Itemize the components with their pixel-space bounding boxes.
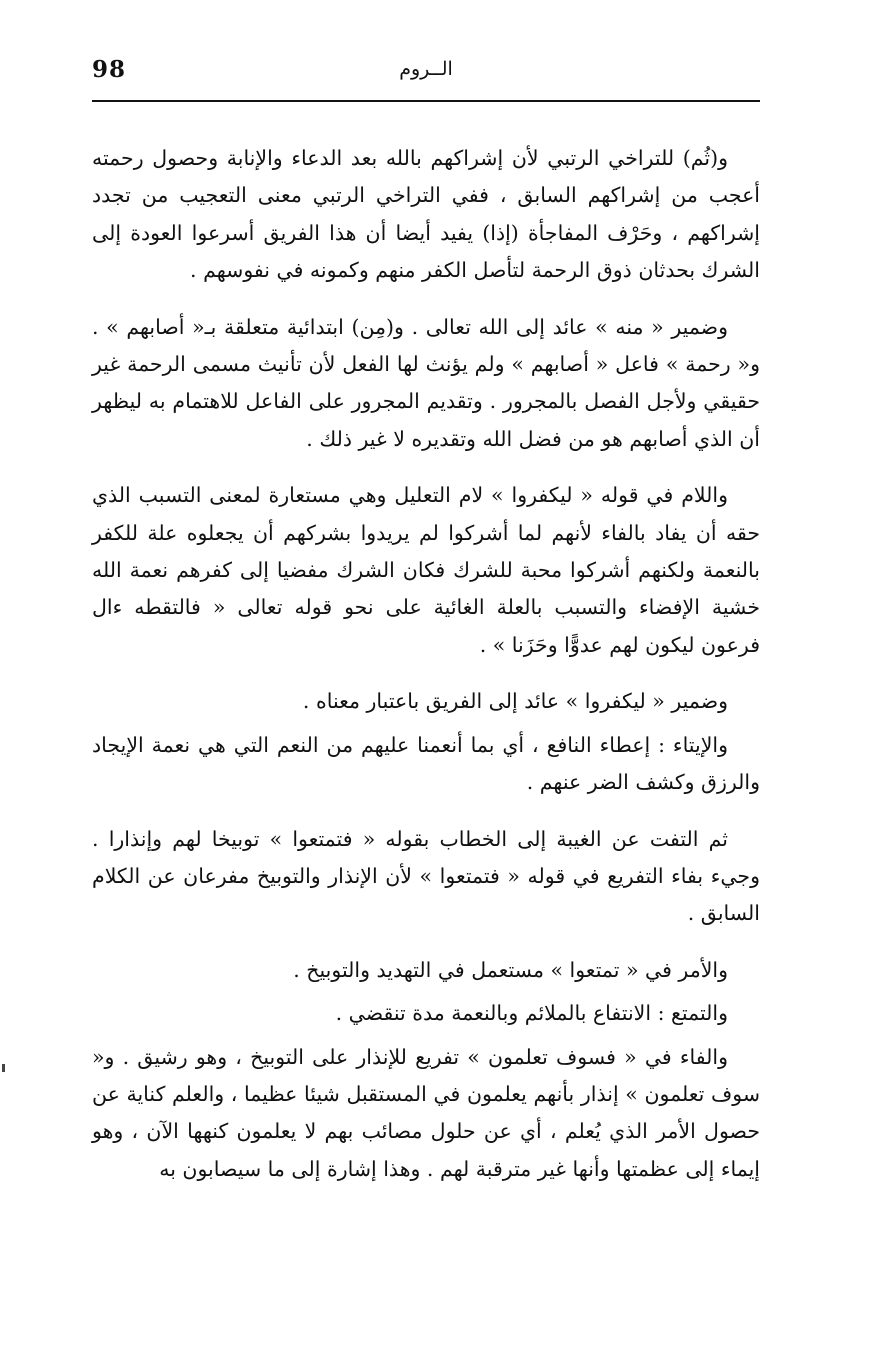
header-rule bbox=[92, 100, 760, 102]
page-header bbox=[92, 52, 760, 98]
paragraph: وضمير « منه » عائد إلى الله تعالى . و(مِن) ابتدائية متعلقة بـ« أصابهم » . و« رحمة » فاعل « أصابهم » ولم يؤنث لها الفعل لأن تأنيث مسمى الرحمة غير حقيقي ولأجل الفصل بالمجرور . وتقديم المجرور على الفاعل للاهتمام به ليظهر أن الذي أصابهم هو من فضل الله وتقديره لا غير ذلك . bbox=[92, 314, 760, 451]
paragraph: والأمر في « تمتعوا » مستعمل في التهديد والتوبيخ . bbox=[293, 957, 728, 982]
page-number: 98 bbox=[92, 56, 127, 83]
paragraph: و(ثُم) للتراخي الرتبي لأن إشراكهم بالله بعد الدعاء والإنابة وحصول رحمته أعجب من إشراكهم السابق ، ففي التراخي الرتبي معنى التعجيب من تجدد إشراكهم ، وحَرْف المفاجأة (إذا) يفيد أيضا أن هذا الفريق أسرعوا العودة إلى الشرك بحدثان ذوق الرحمة لتأصل الكفر منهم وكمونه في نفوسهم . bbox=[92, 146, 760, 283]
body-text bbox=[92, 140, 760, 1188]
paragraph: ثم التفت عن الغيبة إلى الخطاب بقوله « فتمتعوا » توبيخا لهم وإنذارا . وجيء بفاء التفريع في قوله « فتمتعوا » لأن الإنذار والتوبيخ مفرعان عن الكلام السابق . bbox=[92, 826, 760, 926]
paragraph: والإيتاء : إعطاء النافع ، أي بما أنعمنا عليهم من النعم التي هي نعمة الإيجاد والرزق وكشف الضر عنهم . bbox=[92, 732, 760, 795]
paragraph: والتمتع : الانتفاع بالملائم وبالنعمة مدة تنقضي . bbox=[335, 1001, 728, 1026]
paragraph: والفاء في « فسوف تعلمون » تفريع للإنذار على التوبيخ ، وهو رشيق . و« سوف تعلمون » إنذار بأنهم يعلمون في المستقبل شيئا عظيما ، والعلم كناية عن حصول الأمر الذي يُعلم ، أي عن حلول مصائب بهم لا يعلمون كنهها الآن ، وهو إيماء إلى عظمتها وأنها غير مترقبة لهم . وهذا إشارة إلى ما سيصابون به bbox=[92, 1044, 760, 1181]
paragraph: واللام في قوله « ليكفروا » لام التعليل وهي مستعارة لمعنى التسبب الذي حقه أن يفاد بالفاء لأنهم لما أشركوا لم يريدوا بشركهم أن يجعلوه علة للكفر بالنعمة ولكنهم أشركوا محبة للشرك فكان الشرك مفضيا إلى كفرهم نعمة الله خشية الإفضاء والتسبب بالعلة الغائية على نحو قوله تعالى « فالتقطه ءال فرعون ليكون لهم عدوًّا وحَزَنا » . bbox=[92, 483, 760, 657]
paragraph: وضمير « ليكفروا » عائد إلى الفريق باعتبار معناه . bbox=[302, 689, 728, 714]
running-title: الــروم bbox=[399, 58, 453, 80]
scan-artifact bbox=[2, 1064, 5, 1072]
